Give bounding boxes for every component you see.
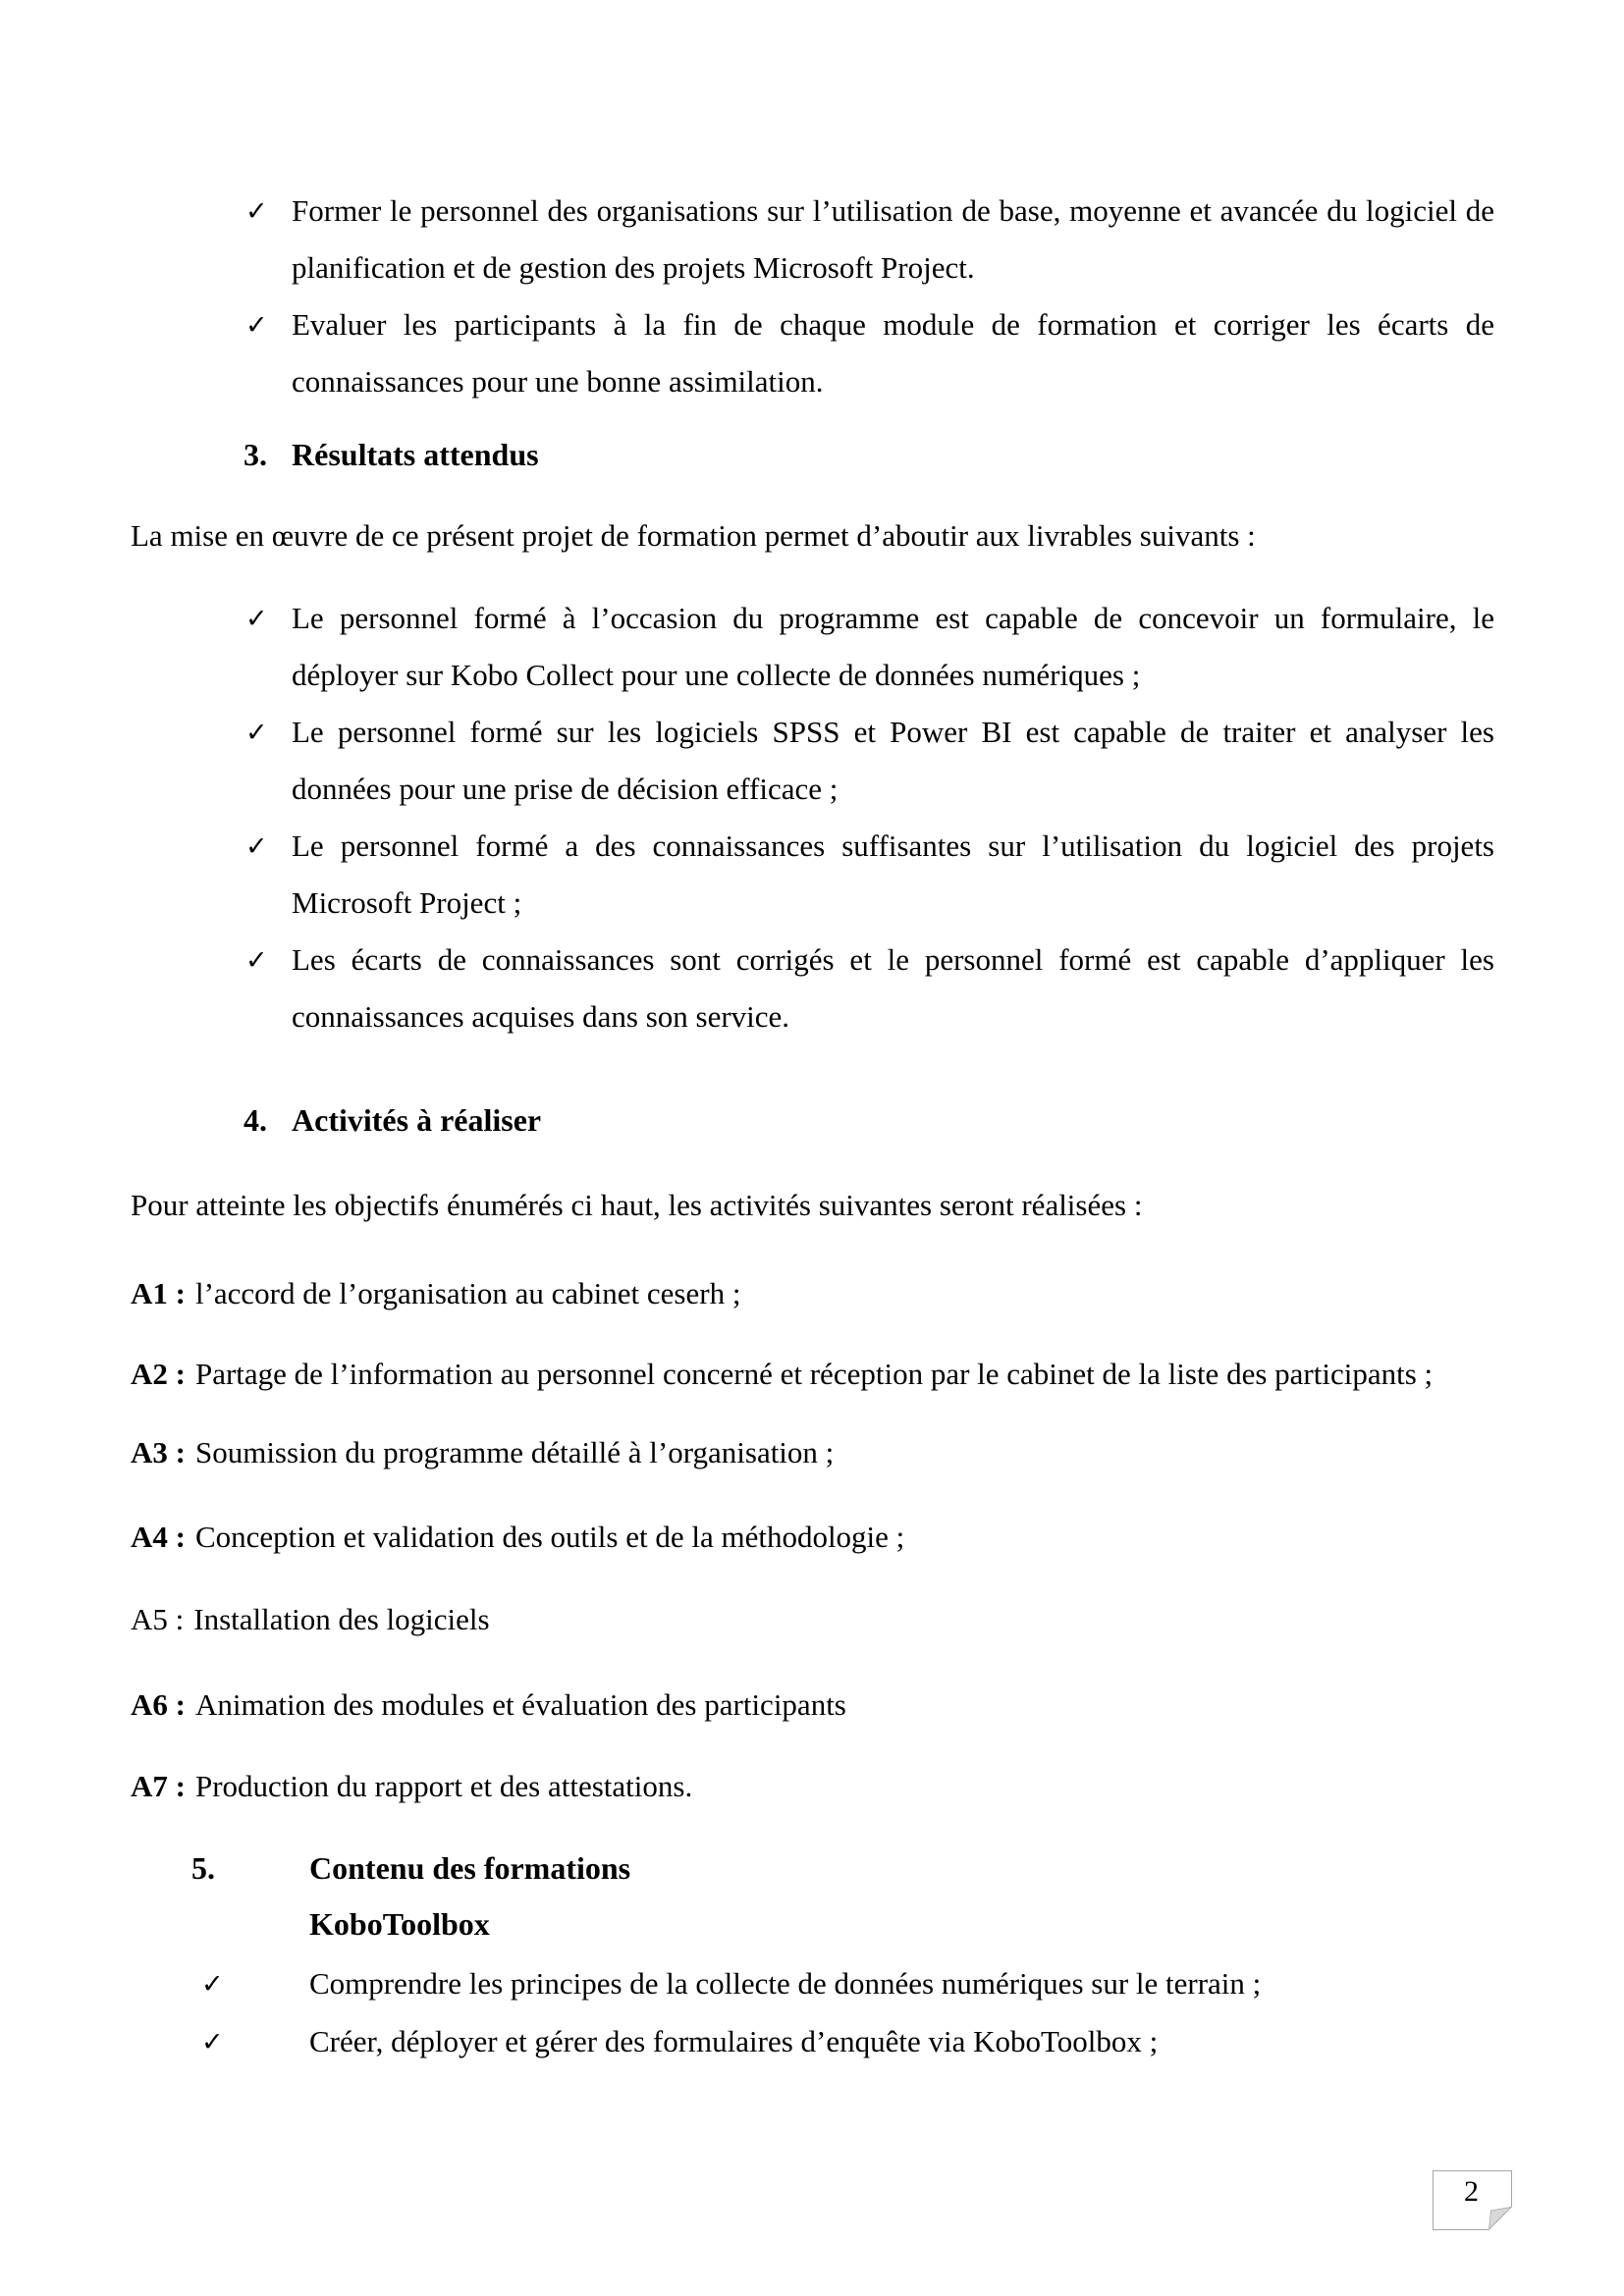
section-4-title: Activités à réaliser [292,1102,542,1138]
activity-text: Installation des logiciels [193,1602,490,1636]
activity-item-a5 [131,1591,1494,1648]
page-number-box [1433,2170,1512,2230]
activity-text: Partage de l’information au personnel concerné et réception par le cabinet de la liste des participants ; [194,1357,1434,1391]
bullet-text: Evaluer les participants à la fin de chaque module de formation et corriger les écarts de connaissances pour une bonne assimilation. [292,307,1494,399]
page-number: 2 [1464,2175,1479,2208]
bullet-text: Les écarts de connaissances sont corrigés et le personnel formé est capable d’appliquer les connaissances acquises dans son service. [292,942,1494,1034]
section-3-lead: La mise en œuvre de ce présent projet de formation permet d’aboutir aux livrables suivants : [131,518,1256,553]
activity-label: A5 : [131,1602,185,1636]
bullet-text: Le personnel formé a des connaissances suffisantes sur l’utilisation du logiciel des projets Microsoft Project ; [292,828,1494,920]
page-content [131,0,1494,2070]
activity-label: A6 : [131,1687,186,1722]
activity-item-a1 [131,1265,1494,1322]
list-item [245,932,1494,1045]
activity-item-a7 [131,1758,1494,1815]
activity-text: Conception et validation des outils et de la méthodologie ; [194,1520,905,1554]
section-4-number: 4. [244,1102,267,1138]
section-5-number: 5. [191,1850,215,1886]
intro-bullet-list [131,183,1494,410]
activity-item-a3 [131,1424,1494,1481]
list-item [245,296,1494,410]
kobotoolbox-bullet-list [131,1954,1494,2070]
results-bullet-list [131,590,1494,1045]
section-3-heading [244,426,1494,483]
check-icon: ✓ [245,196,268,227]
list-item [201,1954,1494,2012]
section-3-number: 3. [244,437,267,472]
activity-label: A2 : [131,1357,186,1391]
check-icon: ✓ [245,945,268,976]
bullet-text: Former le personnel des organisations sur l’utilisation de base, moyenne et avancée du logiciel de planification et de gestion des projets Microsoft Project. [292,193,1494,285]
list-item [245,704,1494,818]
section-5-heading [191,1841,1494,1896]
check-icon: ✓ [245,310,268,341]
activity-label: A1 : [131,1276,186,1310]
activity-label: A3 : [131,1435,186,1469]
check-icon: ✓ [245,831,268,862]
list-item [245,183,1494,296]
section-3-title: Résultats attendus [292,437,539,472]
check-icon: ✓ [245,718,268,748]
activity-text: Animation des modules et évaluation des participants [194,1687,846,1722]
bullet-text: Le personnel formé sur les logiciels SPSS et Power BI est capable de traiter et analyser les données pour une prise de décision efficace ; [292,715,1494,806]
list-item [201,2012,1494,2070]
section-4-lead: Pour atteinte les objectifs énumérés ci haut, les activités suivantes seront réalisées : [131,1188,1143,1222]
activity-text: Production du rapport et des attestations. [194,1769,693,1803]
check-icon: ✓ [201,2027,224,2057]
activity-item-a2 [131,1344,1494,1404]
section-4-heading [244,1092,1494,1148]
activity-text: l’accord de l’organisation au cabinet ceserh ; [194,1276,741,1310]
check-icon: ✓ [201,1969,224,2000]
activity-label: A7 : [131,1769,186,1803]
activity-item-a4 [131,1509,1494,1566]
section-5-subtitle: KoboToolbox [309,1906,490,1942]
list-item [245,818,1494,932]
section-5-title: Contenu des formations [309,1850,631,1886]
bullet-text: Créer, déployer et gérer des formulaires d’enquête via KoboToolbox ; [309,2024,1159,2058]
check-icon: ✓ [245,604,268,634]
bullet-text: Le personnel formé à l’occasion du programme est capable de concevoir un formulaire, le déployer sur Kobo Collect pour une collecte de données numériques ; [292,601,1494,692]
activity-text: Soumission du programme détaillé à l’organisation ; [194,1435,835,1469]
bullet-text: Comprendre les principes de la collecte de données numériques sur le terrain ; [309,1966,1262,2001]
list-item [245,590,1494,704]
activity-item-a6 [131,1677,1494,1734]
activity-label: A4 : [131,1520,186,1554]
